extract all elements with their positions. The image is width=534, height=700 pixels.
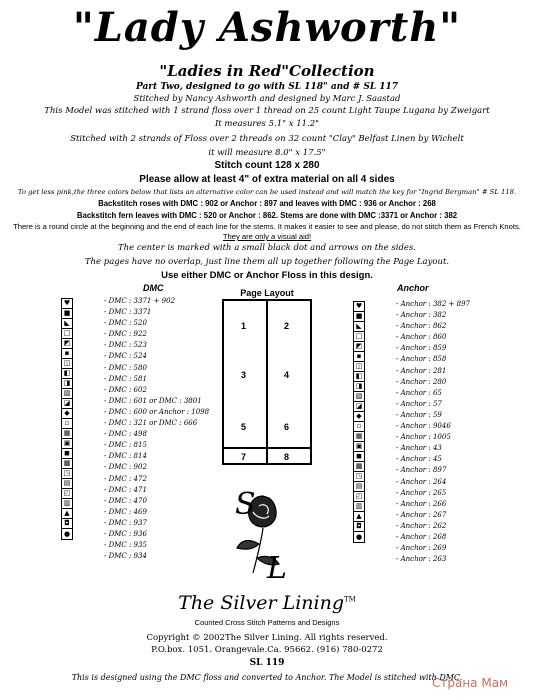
dmc-color-item: - DMC : 580	[104, 363, 147, 372]
fern-backstitch: Backstitch fern leaves with DMC : 520 or Anchor : 862. Stems are done with DMC :3371 or Anchor : 382	[76, 211, 458, 220]
dmc-color-item: - DMC : 498	[104, 430, 147, 439]
anchor-symbol-22: ▲	[354, 512, 364, 522]
anchor-color-item: - Anchor : 281	[396, 366, 447, 375]
layout-page-6: 6	[284, 422, 290, 432]
dmc-color-item: - DMC : 3371	[104, 308, 152, 317]
anchor-color-item: - Anchor : 59	[396, 410, 442, 419]
anchor-symbol-21: ▥	[355, 502, 363, 510]
silver-lining-rose-logo	[213, 478, 323, 588]
anchor-color-item: - Anchor : 57	[396, 399, 442, 408]
anchor-color-item: - Anchor : 265	[396, 488, 447, 497]
dmc-color-item: - DMC : 935	[104, 541, 147, 550]
anchor-color-item: - Anchor : 860	[396, 333, 447, 342]
anchor-color-list	[396, 299, 470, 565]
dmc-color-item: - DMC : 520	[104, 319, 147, 328]
measures-line-2: it will measure 8.0" x 17.5"	[208, 148, 326, 158]
anchor-symbol-23: ◘	[354, 522, 364, 532]
dmc-symbol-7: ◫	[63, 359, 71, 367]
trademark-mark: TM	[344, 595, 356, 604]
allow-note: Please allow at least 4" of extra material on all 4 sides	[139, 174, 395, 185]
pink-note: To get less pink,the three colors below that lists an alternative color can be used instead and will match the key for "Ingrid Bergman" # SL 118.	[17, 188, 517, 196]
dmc-color-item: - DMC : 321 or DMC : 666	[104, 419, 198, 428]
dmc-symbol-13: ▫	[62, 419, 72, 429]
anchor-color-item: - Anchor : 43	[396, 444, 442, 453]
layout-page-4: 4	[284, 370, 290, 380]
dmc-color-list	[104, 296, 209, 562]
dmc-color-item: - DMC : 523	[104, 341, 147, 350]
anchor-symbol-9: ◨	[355, 382, 363, 390]
anchor-symbol-3: ◣	[354, 322, 364, 332]
anchor-symbol-4: □	[355, 332, 363, 340]
dmc-color-item: - DMC : 815	[104, 441, 147, 450]
brand-subtitle: Counted Cross Stitch Patterns and Designs	[194, 618, 340, 627]
dmc-symbol-22: ▲	[62, 509, 72, 519]
dmc-symbol-5: ◩	[63, 339, 71, 347]
anchor-color-item: - Anchor : 862	[396, 322, 447, 331]
roses-backstitch: Backstitch roses with DMC : 902 or Anchor : 897 and leaves with DMC : 936 or Anchor : 268	[98, 199, 436, 208]
logo-letter-l: L	[267, 551, 287, 586]
anchor-color-item: - Anchor : 382 + 897	[396, 300, 470, 308]
layout-page-5: 5	[241, 422, 247, 432]
dmc-color-item: - DMC : 814	[104, 452, 147, 461]
dmc-color-item: - DMC : 602	[104, 385, 147, 394]
pattern-title: "Lady Ashworth"	[72, 4, 462, 51]
anchor-color-item: - Anchor : 9046	[396, 422, 451, 431]
anchor-header: Anchor	[397, 283, 429, 293]
anchor-color-item: - Anchor : 262	[396, 521, 447, 530]
circle-note	[6, 222, 528, 242]
dmc-symbol-24: ●	[63, 529, 71, 538]
anchor-symbol-7: ◫	[355, 362, 363, 370]
anchor-symbol-6: ▪	[354, 352, 364, 362]
dmc-symbol-16: ◼	[62, 449, 72, 459]
dmc-symbol-10: ▧	[63, 389, 71, 397]
dmc-symbol-15: ▣	[63, 439, 71, 447]
brand-name	[0, 592, 534, 614]
pattern-code: SL 119	[249, 658, 285, 668]
watermark: Страна Мам	[432, 676, 509, 690]
dmc-symbol-9: ◨	[63, 379, 71, 387]
dmc-symbol-23: ◘	[62, 519, 72, 529]
dmc-symbol-1: ♥	[63, 299, 71, 307]
layout-page-3: 3	[241, 370, 247, 380]
dmc-color-item: - DMC : 524	[104, 352, 147, 361]
dmc-color-item: - DMC : 472	[104, 474, 147, 483]
page-layout-label: Page Layout	[240, 288, 294, 298]
anchor-symbol-11: ◪	[355, 402, 363, 410]
dmc-symbol-19: ▤	[63, 479, 71, 487]
anchor-symbol-19: ▤	[355, 482, 363, 490]
dmc-color-item: - DMC : 3371 + 902	[104, 297, 176, 305]
anchor-color-item: - Anchor : 264	[396, 477, 447, 486]
anchor-symbol-8: ◧	[355, 372, 363, 380]
strands-line: Stitched with 2 strands of Floss over 2 threads on 32 count "Clay" Belfast Linen by Wichelt	[70, 134, 464, 144]
dmc-color-item: - DMC : 469	[104, 507, 147, 516]
visual-aid-note: They are only a visual aid!	[222, 232, 312, 241]
layout-page-8: 8	[284, 452, 290, 462]
brand-name-text: The Silver Lining	[178, 592, 345, 614]
anchor-color-item: - Anchor : 859	[396, 344, 447, 353]
anchor-symbol-14: ▦	[355, 432, 363, 440]
anchor-symbol-24: ●	[355, 532, 363, 541]
layout-divider-horizontal	[224, 447, 310, 449]
anchor-symbol-10: ▧	[355, 392, 363, 400]
dmc-symbol-11: ◪	[63, 399, 71, 407]
dmc-symbol-14: ▦	[63, 429, 71, 437]
layout-page-7: 7	[241, 452, 247, 462]
dmc-symbol-21: ▥	[63, 499, 71, 507]
anchor-symbol-12: ◆	[354, 412, 364, 422]
dmc-symbol-20: ◰	[63, 489, 71, 497]
layout-page-1: 1	[241, 321, 247, 331]
dmc-symbol-8: ◧	[63, 369, 71, 377]
dmc-color-item: - DMC : 936	[104, 529, 147, 538]
overlap-note: The pages have no overlap, just line them all up together following the Page Layout.	[84, 257, 450, 267]
dmc-color-item: - DMC : 902	[104, 463, 147, 472]
dmc-color-item: - DMC : 471	[104, 485, 147, 494]
anchor-color-item: - Anchor : 382	[396, 311, 447, 320]
anchor-color-item: - Anchor : 65	[396, 388, 442, 397]
dmc-color-item: - DMC : 937	[104, 518, 147, 527]
anchor-color-item: - Anchor : 280	[396, 377, 447, 386]
stitched-by-line: Stitched by Nancy Ashworth and designed by Marc J. Saastad	[133, 94, 401, 104]
anchor-symbol-18: ◳	[355, 472, 363, 480]
anchor-color-item: - Anchor : 267	[396, 510, 447, 519]
dmc-symbol-3: ◣	[62, 319, 72, 329]
page-layout-grid	[222, 299, 312, 465]
dmc-color-item: - DMC : 934	[104, 552, 147, 561]
address-line: P.O.box. 1051. Orangevale.Ca. 95662. (916) 780-0272	[151, 645, 383, 655]
anchor-color-item: - Anchor : 45	[396, 455, 442, 464]
dmc-color-item: - DMC : 600 or Anchor : 1098	[104, 407, 210, 416]
anchor-symbol-1: ♥	[355, 302, 363, 310]
dmc-symbol-2: ■	[63, 309, 71, 317]
dmc-symbol-18: ◳	[63, 469, 71, 477]
measures-line-1: It measures 5.1" x 11.2"	[214, 119, 320, 129]
anchor-color-item: - Anchor : 897	[396, 466, 447, 475]
anchor-color-item: - Anchor : 858	[396, 355, 447, 364]
dmc-color-item: - DMC : 581	[104, 374, 147, 383]
layout-divider-vertical	[266, 301, 268, 463]
model-line: This Model was stitched with 1 strand floss over 1 thread on 25 count Light Taupe Lugana by Zweigart	[44, 106, 490, 116]
bottom-note: This is designed using the DMC floss and converted to Anchor. The Model is stitched with DMC.	[71, 673, 463, 682]
collection-subtitle: "Ladies in Red"Collection	[159, 62, 375, 80]
anchor-color-item: - Anchor : 266	[396, 499, 447, 508]
anchor-symbol-13: ▫	[354, 422, 364, 432]
anchor-color-item: - Anchor : 268	[396, 532, 447, 541]
dmc-symbol-17: ▩	[63, 459, 71, 467]
anchor-symbol-16: ◼	[354, 452, 364, 462]
dmc-color-item: - DMC : 470	[104, 496, 147, 505]
dmc-symbol-12: ◆	[62, 409, 72, 419]
anchor-color-item: - Anchor : 269	[396, 544, 447, 553]
part-line: Part Two, designed to go with SL 118" and # SL 117	[135, 82, 399, 92]
anchor-color-item: - Anchor : 1005	[396, 433, 451, 442]
dmc-color-item: - DMC : 601 or DMC : 3801	[104, 396, 202, 405]
anchor-color-item: - Anchor : 263	[396, 555, 447, 564]
stitch-count: Stitch count 128 x 280	[214, 160, 320, 171]
logo-letter-s: S	[235, 487, 256, 522]
copyright-line: Copyright © 2002The Silver Lining. All rights reserved.	[146, 633, 388, 643]
center-note: The center is marked with a small black dot and arrows on the sides.	[117, 243, 417, 253]
anchor-symbol-17: ▩	[355, 462, 363, 470]
anchor-symbol-5: ◩	[355, 342, 363, 350]
layout-page-2: 2	[284, 321, 290, 331]
anchor-symbol-15: ▣	[355, 442, 363, 450]
dmc-header: DMC	[143, 283, 164, 293]
anchor-symbol-2: ■	[355, 312, 363, 320]
dmc-symbol-6: ▪	[62, 349, 72, 359]
anchor-symbol-20: ◰	[355, 492, 363, 500]
anchor-symbol-key	[353, 301, 365, 543]
circle-note-text: There is a round circle at the beginning and the end of each line for the stems. It makes it easier to see and please, do not stitch them as French Knots.	[13, 222, 521, 231]
dmc-symbol-4: □	[63, 329, 71, 337]
use-either-note: Use either DMC or Anchor Floss in this design.	[161, 270, 373, 281]
dmc-symbol-key	[61, 298, 73, 540]
dmc-color-item: - DMC : 922	[104, 330, 147, 339]
